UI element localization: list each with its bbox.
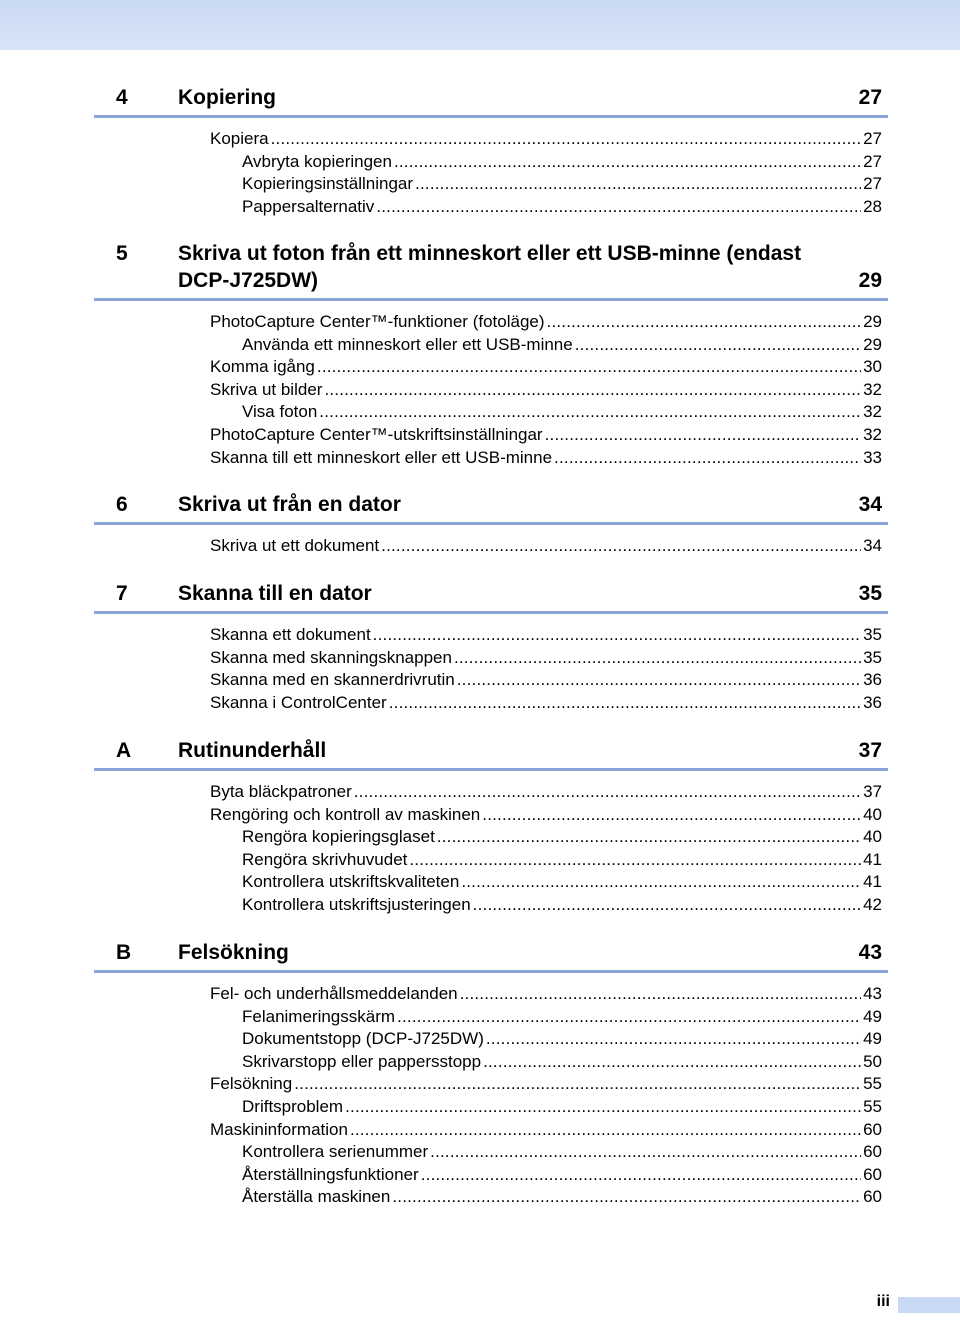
toc-entry[interactable]: [94, 173, 888, 196]
dot-leader: [271, 128, 861, 151]
chapter-entries: [94, 128, 888, 218]
toc-entry[interactable]: [94, 647, 888, 670]
toc-entry[interactable]: [94, 1186, 888, 1209]
dot-leader: [575, 334, 861, 357]
toc-entry-page: 41: [863, 849, 882, 869]
toc-entry[interactable]: [94, 1141, 888, 1164]
toc-entry-page: 55: [863, 1096, 882, 1116]
toc-entry-title: Felanimeringsskärm: [242, 1006, 396, 1026]
dot-leader: [545, 424, 861, 447]
toc-entry[interactable]: [94, 826, 888, 849]
toc-entry[interactable]: [94, 1051, 888, 1074]
toc-entry-page: 40: [863, 827, 882, 847]
chapter-title: Skriva ut från en dator: [178, 493, 401, 516]
toc-entry-title: Skrivarstopp eller pappersstopp: [242, 1051, 482, 1071]
toc-entry-page: 33: [863, 447, 882, 467]
toc-entry-title: Kopieringsinställningar: [242, 174, 414, 194]
toc-entry-page: 50: [863, 1051, 882, 1071]
dot-leader: [381, 535, 861, 558]
dot-leader: [486, 1028, 861, 1051]
toc-entry-page: 40: [863, 804, 882, 824]
toc-entry-title: Avbryta kopieringen: [242, 151, 392, 171]
toc-entry[interactable]: [94, 447, 888, 470]
toc-entry[interactable]: [94, 379, 888, 402]
toc-entry-title: Kopiera: [210, 129, 269, 148]
toc-entry-page: 30: [863, 357, 882, 377]
dot-leader: [457, 669, 861, 692]
toc-entry[interactable]: [94, 311, 888, 334]
page-number: iii: [876, 1293, 890, 1310]
dot-leader: [460, 983, 861, 1006]
chapter-page-number: 43: [858, 941, 882, 964]
chapter-heading[interactable]: [94, 939, 888, 973]
dot-leader: [354, 781, 861, 804]
toc-entry[interactable]: [94, 781, 888, 804]
toc-chapter: [94, 84, 888, 218]
chapter-entries: [94, 983, 888, 1209]
toc-entry[interactable]: [94, 1119, 888, 1142]
toc-entry-page: 37: [863, 782, 882, 801]
toc-entry-page: 27: [863, 151, 882, 171]
toc-entry-title: Rengöring och kontroll av maskinen: [210, 804, 481, 824]
toc-entry-page: 43: [863, 984, 882, 1003]
dot-leader: [394, 151, 861, 174]
chapter-number: 7: [116, 582, 128, 605]
chapter-entries: [94, 624, 888, 714]
toc-entry-page: 42: [863, 894, 882, 914]
toc-entry-page: 36: [863, 670, 882, 690]
dot-leader: [483, 1051, 861, 1074]
chapter-title: Skriva ut foton från ett minneskort eller ett USB-minne (endast DCP-J725DW): [178, 242, 802, 292]
toc-entry-page: 35: [863, 625, 882, 644]
chapter-heading[interactable]: [94, 737, 888, 771]
dot-leader: [350, 1119, 861, 1142]
dot-leader: [376, 196, 861, 219]
toc-entry-title: Skriva ut bilder: [210, 379, 323, 399]
toc-entry[interactable]: [94, 128, 888, 151]
dot-leader: [430, 1141, 861, 1164]
toc-entry-page: 41: [863, 872, 882, 892]
toc-entry-title: Fel- och underhållsmeddelanden: [210, 984, 458, 1003]
toc-entry-title: Rengöra kopieringsglaset: [242, 827, 435, 847]
toc-entry[interactable]: [94, 334, 888, 357]
toc-entry-page: 32: [863, 402, 882, 422]
dot-leader: [317, 356, 861, 379]
toc-entry[interactable]: [94, 1073, 888, 1096]
toc-entry-page: 60: [863, 1142, 882, 1162]
toc-entry[interactable]: [94, 1006, 888, 1029]
toc-entry-title: Skriva ut ett dokument: [210, 536, 380, 555]
toc-entry[interactable]: [94, 983, 888, 1006]
chapter-heading[interactable]: [94, 240, 888, 301]
dot-leader: [389, 692, 861, 715]
chapter-number: 4: [116, 86, 128, 109]
dot-leader: [547, 311, 862, 334]
toc-entry-page: 49: [863, 1006, 882, 1026]
chapter-page-number: 37: [858, 739, 882, 762]
toc-entry-page: 34: [863, 536, 882, 555]
dot-leader: [554, 447, 861, 470]
chapter-title: Skanna till en dator: [178, 582, 372, 605]
toc-entry-title: Kontrollera utskriftskvaliteten: [242, 872, 460, 892]
toc-entry-title: Driftsproblem: [242, 1096, 344, 1116]
toc-entry-page: 36: [863, 692, 882, 712]
toc-entry-title: Skanna med en skannerdrivrutin: [210, 670, 455, 690]
toc-entry-title: Kontrollera serienummer: [242, 1142, 429, 1162]
dot-leader: [373, 624, 861, 647]
toc-entry[interactable]: [94, 692, 888, 715]
toc-entry[interactable]: [94, 894, 888, 917]
toc-entry-title: PhotoCapture Center™-utskriftsinställningar: [210, 424, 543, 444]
chapter-entries: [94, 781, 888, 917]
toc-entry[interactable]: [94, 624, 888, 647]
toc-entry-page: 60: [863, 1187, 882, 1207]
toc-chapter: [94, 491, 888, 558]
chapter-heading[interactable]: [94, 491, 888, 525]
toc-entry-page: 32: [863, 379, 882, 399]
dot-leader: [392, 1186, 861, 1209]
toc-entry[interactable]: [94, 535, 888, 558]
toc-entry[interactable]: [94, 1028, 888, 1051]
toc-entry-title: Skanna ett dokument: [210, 625, 371, 644]
toc-entry-page: 29: [863, 334, 882, 354]
toc-entry-title: Skanna till ett minneskort eller ett USB-minne: [210, 447, 553, 467]
toc-entry-title: Kontrollera utskriftsjusteringen: [242, 894, 471, 914]
toc-entry-title: Pappersalternativ: [242, 196, 375, 216]
dot-leader: [473, 894, 861, 917]
chapter-page-number: 35: [858, 582, 882, 605]
toc-entry[interactable]: [94, 151, 888, 174]
toc-entry-title: PhotoCapture Center™-funktioner (fotoläge): [210, 312, 545, 331]
toc-chapter: [94, 240, 888, 469]
chapter-title: Rutinunderhåll: [178, 739, 327, 762]
header-band: [0, 0, 960, 50]
toc-entry-page: 35: [863, 647, 882, 667]
toc-entry[interactable]: [94, 669, 888, 692]
toc-chapter: [94, 580, 888, 714]
dot-leader: [345, 1096, 861, 1119]
toc-entry-page: 27: [863, 129, 882, 148]
toc-entry-page: 55: [863, 1074, 882, 1094]
toc-entry-page: 27: [863, 174, 882, 194]
dot-leader: [397, 1006, 861, 1029]
toc-entry-title: Dokumentstopp (DCP-J725DW): [242, 1029, 484, 1049]
toc-entry[interactable]: [94, 401, 888, 424]
chapter-number: 5: [116, 242, 128, 265]
chapter-number: B: [116, 941, 132, 964]
toc-entry-page: 32: [863, 424, 882, 444]
dot-leader: [409, 849, 861, 872]
chapter-heading[interactable]: [94, 580, 888, 614]
toc-entry[interactable]: [94, 424, 888, 447]
toc-entry[interactable]: [94, 1164, 888, 1187]
toc-entry-page: 28: [863, 196, 882, 216]
chapter-number: 6: [116, 493, 128, 516]
dot-leader: [482, 804, 861, 827]
toc-entry-page: 49: [863, 1029, 882, 1049]
dot-leader: [454, 647, 861, 670]
toc-entry-title: Byta bläckpatroner: [210, 782, 352, 801]
toc-entry[interactable]: [94, 804, 888, 827]
toc-entry[interactable]: [94, 849, 888, 872]
toc-entry-title: Skanna i ControlCenter: [210, 692, 387, 712]
dot-leader: [319, 401, 861, 424]
footer-band: [898, 1297, 960, 1313]
chapter-page-number: 29: [858, 269, 882, 292]
toc-entry-page: 29: [863, 312, 882, 331]
toc-entry-title: Skanna med skanningsknappen: [210, 647, 452, 667]
toc-entry-title: Visa foton: [242, 402, 318, 422]
chapter-entries: [94, 535, 888, 558]
dot-leader: [415, 173, 861, 196]
chapter-heading[interactable]: [94, 84, 888, 118]
chapter-entries: [94, 311, 888, 469]
toc-entry-title: Rengöra skrivhuvudet: [242, 849, 408, 869]
toc-entry-title: Återställa maskinen: [242, 1187, 391, 1207]
chapter-page-number: 34: [858, 493, 882, 516]
toc-chapter: [94, 939, 888, 1209]
dot-leader: [421, 1164, 861, 1187]
toc-entry[interactable]: [94, 871, 888, 894]
chapter-title: Felsökning: [178, 941, 289, 964]
toc-entry-page: 60: [863, 1164, 882, 1184]
toc-entry-title: Komma igång: [210, 357, 315, 377]
toc-entry-title: Återställningsfunktioner: [242, 1164, 419, 1184]
toc-chapter: [94, 737, 888, 917]
toc-entry-title: Använda ett minneskort eller ett USB-minne: [242, 334, 573, 354]
toc-entry[interactable]: [94, 356, 888, 379]
chapter-title: Kopiering: [178, 86, 276, 109]
chapter-page-number: 27: [858, 86, 882, 109]
toc-entry-title: Felsökning: [210, 1074, 293, 1094]
toc-entry[interactable]: [94, 1096, 888, 1119]
dot-leader: [461, 871, 861, 894]
toc-entry-page: 60: [863, 1119, 882, 1139]
dot-leader: [437, 826, 861, 849]
chapter-number: A: [116, 739, 132, 762]
dot-leader: [324, 379, 861, 402]
toc-entry[interactable]: [94, 196, 888, 219]
dot-leader: [294, 1073, 861, 1096]
toc-entry-title: Maskininformation: [210, 1119, 348, 1139]
